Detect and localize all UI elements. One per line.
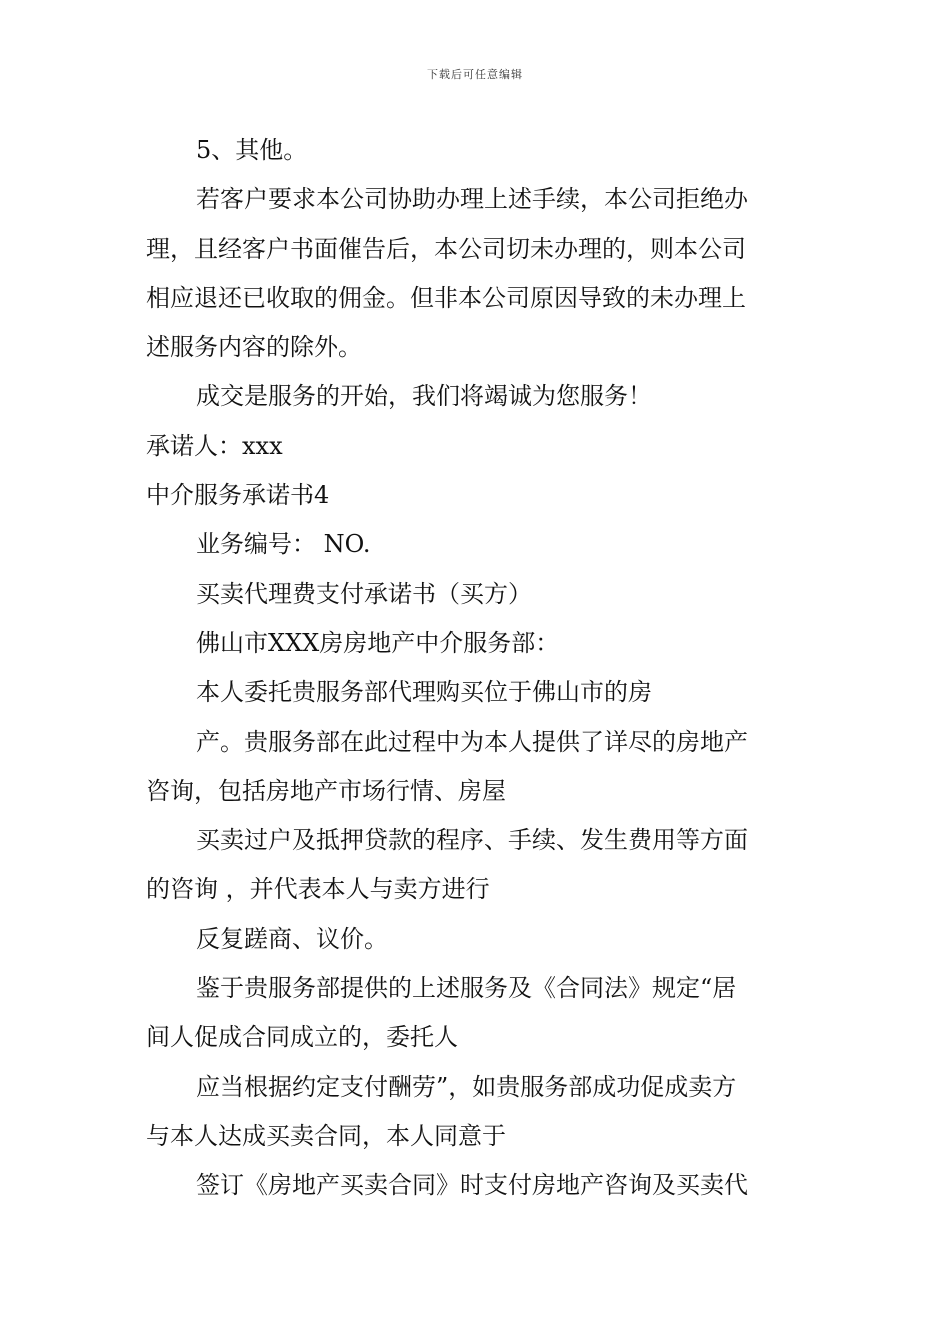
text-line: 本人委托贵服务部代理购买位于佛山市的房 bbox=[196, 678, 652, 707]
text-line: 与本人达成买卖合同，本人同意于 bbox=[146, 1121, 506, 1150]
text-line: 5、其他。 bbox=[196, 136, 308, 164]
text-line: 应当根据约定支付酬劳”，如贵服务部成功促成卖方 bbox=[196, 1072, 737, 1101]
text-line: 间人促成合同成立的，委托人 bbox=[146, 1023, 458, 1052]
document-body bbox=[146, 126, 811, 1211]
text-line: 产。贵服务部在此过程中为本人提供了详尽的房地产 bbox=[196, 727, 748, 756]
text-line: 若客户要求本公司协助办理上述手续，本公司拒绝办 bbox=[196, 185, 748, 214]
page-header-note: 下载后可任意编辑 bbox=[427, 68, 523, 81]
business-number: 业务编号： NO. bbox=[196, 530, 371, 559]
addressee: 佛山市XXX房房地产中介服务部： bbox=[196, 628, 560, 657]
text-line: 成交是服务的开始，我们将竭诚为您服务！ bbox=[196, 382, 652, 411]
section-title: 中介服务承诺书4 bbox=[146, 481, 330, 510]
text-line: 相应退还已收取的佣金。但非本公司原因导致的未办理上 bbox=[146, 283, 746, 312]
text-line: 反复蹉商、议价。 bbox=[196, 924, 388, 953]
text-line: 签订《房地产买卖合同》时支付房地产咨询及买卖代 bbox=[196, 1171, 748, 1200]
text-line: 鉴于贵服务部提供的上述服务及《合同法》规定“居 bbox=[196, 974, 737, 1003]
signatory-line: 承诺人：xxx bbox=[146, 431, 283, 460]
text-line: 的咨询 ，并代表本人与卖方进行 bbox=[146, 875, 490, 904]
text-line: 述服务内容的除外。 bbox=[146, 333, 362, 362]
text-line: 买卖过户及抵押贷款的程序、手续、发生费用等方面 bbox=[196, 826, 748, 855]
text-line: 理，且经客户书面催告后，本公司切未办理的，则本公司 bbox=[146, 234, 746, 263]
document-title: 买卖代理费支付承诺书（买方） bbox=[196, 579, 532, 608]
text-line: 咨询，包括房地产市场行情、房屋 bbox=[146, 776, 506, 805]
